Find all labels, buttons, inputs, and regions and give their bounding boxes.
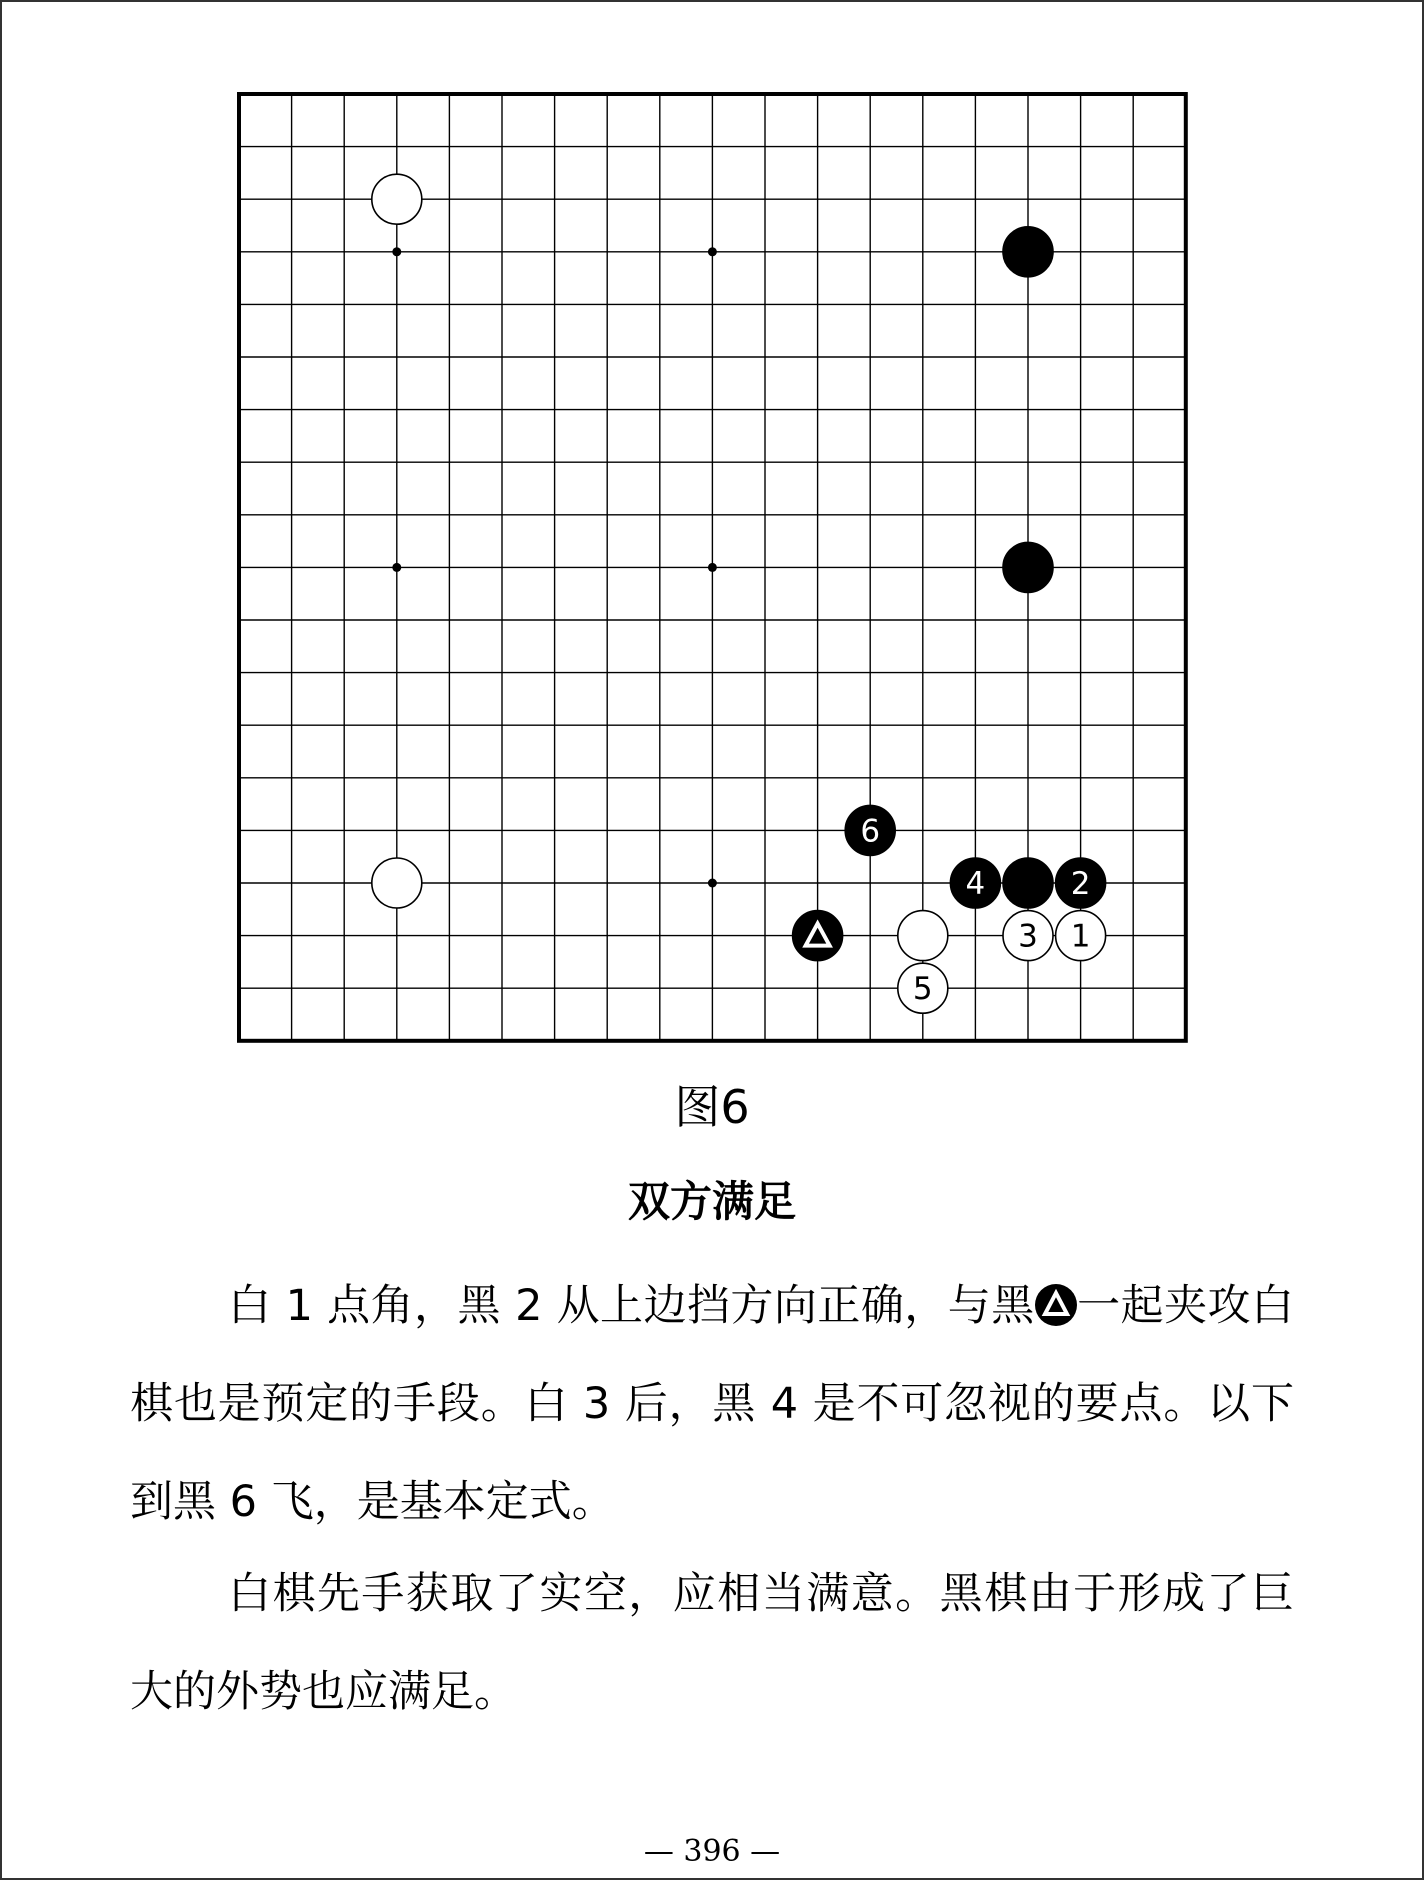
page-number: — 396 — [643,1834,781,1869]
star-point [708,879,717,888]
stone-move-number: 4 [965,866,986,902]
stone-move-number: 3 [1018,918,1038,955]
paragraph-1 [130,1257,1294,1551]
white-stone [372,174,422,224]
paragraph-2: 白棋先手获取了实空，应相当满意。黑棋由于形成了巨大的外势也应满足。 [130,1569,1294,1717]
black-stone [793,911,843,961]
black-stone [1003,542,1053,592]
section-title: 双方满足 [627,1177,796,1226]
stone-move-number: 1 [1070,918,1091,955]
white-stone [372,858,422,908]
stone-move-number: 6 [860,813,881,850]
star-point [392,247,401,256]
figure-caption: 图6 [674,1080,750,1134]
black-stone [1003,227,1053,277]
go-board-diagram [236,91,1188,1046]
paragraph-1-text-b: 一起夹攻白棋也是预定的手段。白 3 后，黑 4 是不可忽视的要点。以下到黑 6 飞，是基本定式。 [130,1281,1295,1527]
stone-move-number: 2 [1070,866,1091,902]
paragraph-1-text-a: 白 1 点角，黑 2 从上边挡方向正确，与黑 [228,1281,1035,1331]
black-triangle-stone-icon [1035,1284,1077,1326]
white-stone [898,911,948,961]
black-stone [1003,858,1053,908]
star-point [708,247,717,256]
star-point [392,563,401,572]
star-point [708,563,717,572]
stone-move-number: 5 [912,971,933,1008]
